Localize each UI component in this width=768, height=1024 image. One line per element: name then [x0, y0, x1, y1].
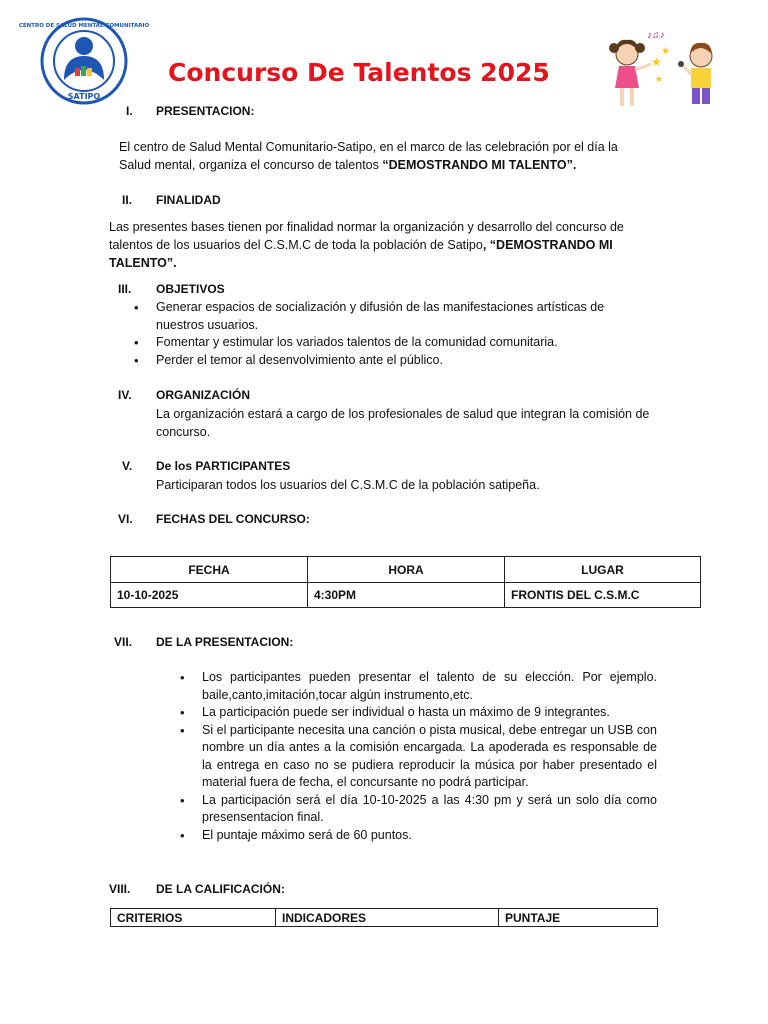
star-icon: ★: [661, 46, 670, 57]
table-cell: 10-10-2025: [111, 583, 308, 608]
organizacion-text: La organización estará a cargo de los profesionales de salud que integran la comisión de concurso.: [156, 407, 650, 439]
objetivos-list: [156, 299, 636, 369]
section-title: DE LA CALIFICACIÓN:: [156, 882, 285, 896]
section-number: VII.: [114, 635, 133, 649]
list-item: • El puntaje máximo será de 60 puntos.: [202, 827, 657, 845]
section-number: I.: [126, 104, 133, 118]
list-item: • Si el participante necesita una canción o pista musical, debe entregar un USB con nombre un día antes a la comisión encargada. La apoderada es responsable de la entrega en caso no se pudiera reproducir la música por haber presentado el material fuera de fecha, el concursante no podrá participar.: [202, 722, 657, 792]
table-header: LUGAR: [505, 557, 701, 583]
music-note-icon: ♪♫♪: [647, 30, 665, 41]
section-number: VIII.: [109, 882, 131, 896]
section-title: De los PARTICIPANTES: [156, 459, 291, 473]
list-item: • La participación puede ser individual o hasta un máximo de 9 integrantes.: [202, 704, 657, 722]
fechas-table: [110, 556, 701, 608]
page-title: Concurso De Talentos 2025: [168, 58, 550, 87]
section-title: PRESENTACION:: [156, 104, 255, 118]
section-number: IV.: [118, 388, 132, 402]
section-title: ORGANIZACIÓN: [156, 388, 250, 402]
logo-bottom-text: SATIPO: [67, 92, 101, 101]
logo-ring-text: CENTRO DE SALUD MENTAL COMUNITARIO: [18, 23, 150, 29]
section-de-la-presentacion-heading: [114, 635, 294, 649]
participantes-text: Participaran todos los usuarios del C.S.M.C de la población satipeña.: [156, 478, 540, 492]
list-item: • Fomentar y estimular los variados talentos de la comunidad comunitaria.: [156, 334, 636, 352]
table-header: FECHA: [111, 557, 308, 583]
table-header: HORA: [308, 557, 505, 583]
table-header: CRITERIOS: [111, 909, 276, 927]
section-participantes-heading: [122, 459, 291, 473]
table-header: INDICADORES: [276, 909, 499, 927]
section-number: III.: [118, 282, 132, 296]
table-header: PUNTAJE: [499, 909, 658, 927]
list-item: • Perder el temor al desenvolvimiento ante el público.: [156, 352, 636, 370]
presentacion-rules-list: [202, 669, 657, 844]
star-icon: ★: [655, 74, 664, 84]
table-cell: FRONTIS DEL C.S.M.C: [505, 583, 701, 608]
section-number: II.: [122, 193, 133, 207]
microphone-icon: [678, 61, 684, 67]
presentacion-text: El centro de Salud Mental Comunitario-Satipo, en el marco de las celebración por el día la Salud mental, organiza el concurso de talentos “DEMOSTRANDO MI TALENTO”.: [119, 140, 618, 172]
section-number: VI.: [118, 512, 133, 526]
section-objetivos-heading: [118, 282, 225, 296]
section-presentacion-heading: [126, 104, 255, 118]
section-title: OBJETIVOS: [156, 282, 225, 296]
section-title: FECHAS DEL CONCURSO:: [156, 512, 310, 526]
list-item: • Generar espacios de socialización y difusión de las manifestaciones artísticas de nuestros usuarios.: [156, 299, 636, 334]
kids-singing-illustration: [605, 24, 723, 118]
section-fechas-heading: [118, 512, 310, 526]
section-finalidad-heading: [122, 193, 221, 207]
calificacion-table: [110, 908, 658, 927]
list-item: • La participación será el día 10-10-2025 a las 4:30 pm y será un solo día como presensentacion final.: [202, 792, 657, 827]
star-icon: ★: [651, 55, 662, 69]
finalidad-text: Las presentes bases tienen por finalidad normar la organización y desarrollo del concurso de talentos de los usuarios del C.S.M.C de toda la población de Satipo, “DEMOSTRANDO MI TALENTO”.: [109, 220, 624, 270]
section-organizacion-heading: [118, 388, 250, 402]
section-number: V.: [122, 459, 133, 473]
section-title: DE LA PRESENTACION:: [156, 635, 294, 649]
section-calificacion-heading: [109, 882, 285, 896]
list-item: • Los participantes pueden presentar el talento de su elección. Por ejemplo. baile,canto,imitación,tocar algún instrumento,etc.: [202, 669, 657, 704]
table-cell: 4:30PM: [308, 583, 505, 608]
csmc-logo: [18, 18, 150, 106]
section-title: FINALIDAD: [156, 193, 221, 207]
